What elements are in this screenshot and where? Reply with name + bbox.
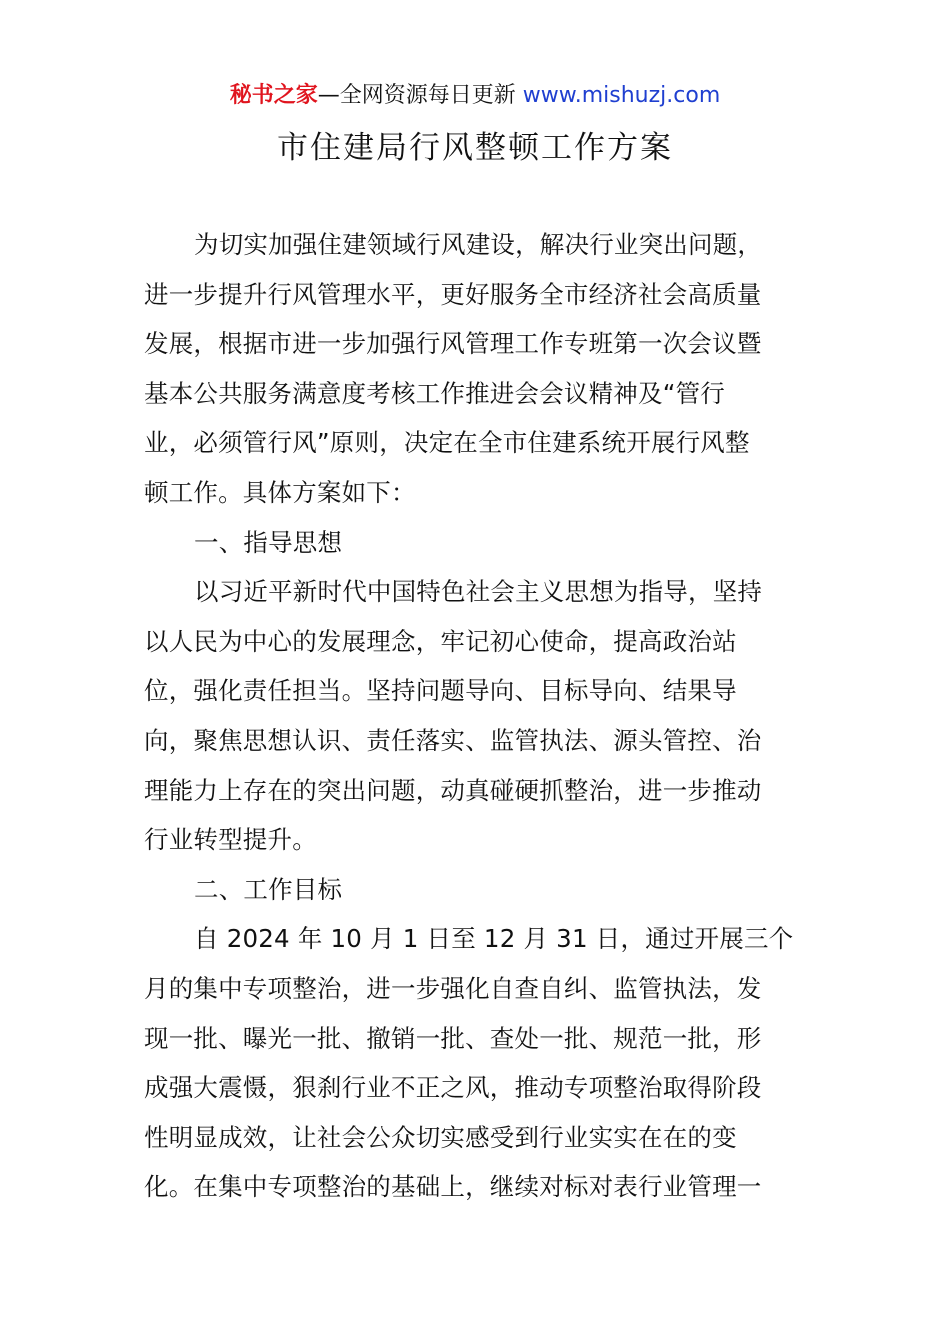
body-line: 性明显成效，让社会公众切实感受到行业实实在在的变: [144, 1122, 737, 1152]
body-line: 月的集中专项整治，进一步强化自查自纠、监管执法，发: [144, 973, 762, 1003]
site-url[interactable]: www.mishuzj.com: [522, 83, 721, 108]
body-line: 理能力上存在的突出问题，动真碰硬抓整治，进一步推动: [144, 775, 762, 805]
body-line: 成强大震慑，狠刹行业不正之风，推动专项整治取得阶段: [144, 1073, 762, 1103]
body-line: 行业转型提升。: [144, 825, 317, 855]
body-line: 发展，根据市进一步加强行风管理工作专班第一次会议暨: [144, 329, 762, 359]
brand-name: 秘书之家: [229, 83, 318, 108]
body-line: 向，聚焦思想认识、责任落实、监管执法、源头管控、治: [144, 725, 762, 755]
section-heading: 一、指导思想: [194, 527, 343, 557]
body-line: 位，强化责任担当。坚持问题导向、目标导向、结果导: [144, 676, 737, 706]
body-line: 化。在集中专项整治的基础上，继续对标对表行业管理一: [144, 1172, 762, 1202]
body-line: 进一步提升行风管理水平，更好服务全市经济社会高质量: [144, 279, 762, 309]
body-line: 顿工作。具体方案如下：: [144, 477, 416, 507]
body-line: 为切实加强住建领域行风建设，解决行业突出问题，: [194, 230, 763, 259]
body-line: 以人民为中心的发展理念，牢记初心使命，提高政治站: [144, 626, 737, 656]
header-tagline: —全网资源每日更新: [317, 83, 516, 108]
section-heading: 二、工作目标: [194, 874, 343, 904]
document-title: 市住建局行风整顿工作方案: [277, 130, 673, 166]
site-header: [0, 82, 950, 110]
body-line: 基本公共服务满意度考核工作推进会会议精神及“管行: [144, 378, 725, 408]
body-line: 现一批、曝光一批、撤销一批、查处一批、规范一批，形: [144, 1023, 762, 1053]
body-line: 业，必须管行风”原则，决定在全市住建系统开展行风整: [144, 428, 750, 458]
body-line: 自 2024 年 10 月 1 日至 12 月 31 日，通过开展三个: [194, 924, 794, 954]
document-body: [144, 220, 808, 1212]
body-line: 以习近平新时代中国特色社会主义思想为指导，坚持: [194, 577, 763, 607]
